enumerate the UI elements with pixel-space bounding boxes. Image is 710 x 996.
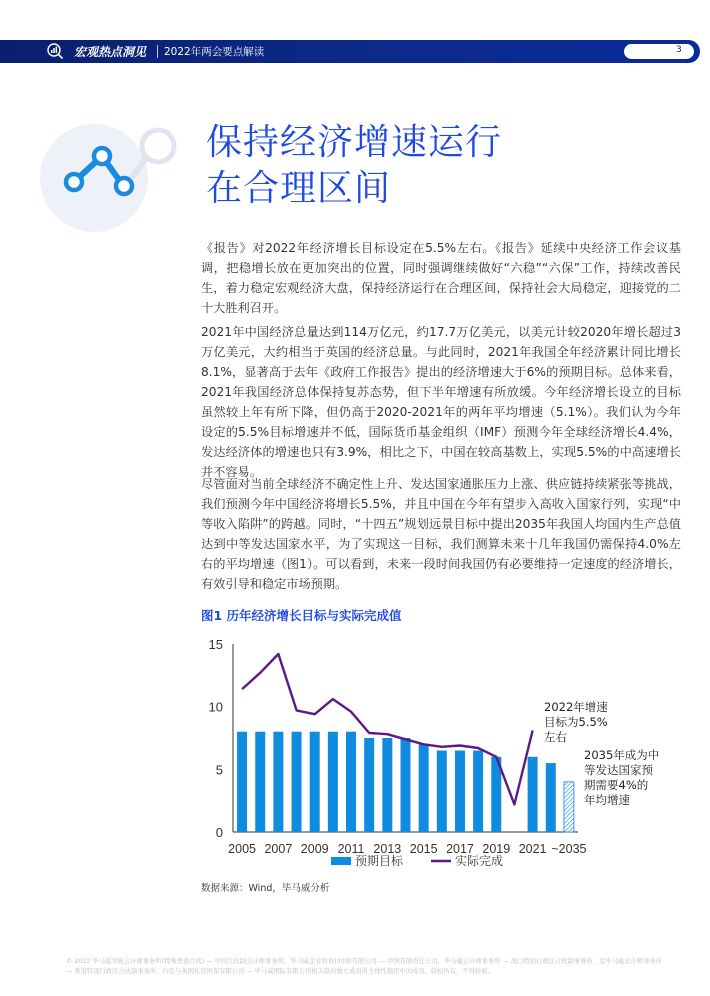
bar-target [401,738,411,832]
trend-analysis-icon [62,124,182,224]
x-tick-label: 2015 [409,842,438,856]
bar-target [546,763,556,832]
annotation-2035-line: 等发达国家预 [584,763,653,777]
page-title-line1: 保持经济增速运行 [206,122,503,163]
x-tick-label: 2021 [518,842,547,856]
bar-target [310,732,320,832]
y-tick-label: 0 [215,825,223,840]
page-number: 3 [676,45,682,55]
x-tick-label: 2013 [373,842,402,856]
y-tick-label: 5 [215,762,223,778]
annotation-2022-line: 2022年增速 [544,700,608,714]
page-header [0,40,710,63]
header-subtitle: 2022年两会要点解读 [164,46,265,58]
paragraph-2: 2021年中国经济总量达到114万亿元，约17.7万亿美元，以美元计较2020年增长超过3万亿美元，大约相当于英国的经济总量。与此同时，2021年我国全年经济累计同比增长8.1%，显著高于去年《政府工作报告》提出的经济增速大于6%的预期目标。总体来看，2021年我国经济总体保持复苏态势，但下半年增速有所放缓。今年经济增长设立的目标虽然较上年有所下降，但仍高于2020-2021年的两年平均增速（5.1%）。我们认为今年设定的5.5%目标增速并不低，国际货币基金组织（IMF）预测今年全球经济增长4.4%，发达经济体的增速也只有3.9%，相比之下，中国在较高基数上，实现5.5%的中高速增长并不容易。 [201,325,681,479]
bar-target-2035 [564,782,574,832]
bar-target [273,732,283,832]
x-tick-label: 2017 [446,842,474,856]
x-tick-label: 2019 [482,842,511,856]
annotation-2035-line: 2035年成为中 [584,748,660,762]
annotation-2035: 2035年成为中等发达国家预期需要4%的年均增速 [584,649,607,650]
bar-target [346,732,356,832]
page-number-pill [624,44,694,59]
bar-target [455,751,465,832]
x-tick-label: 2005 [228,842,256,856]
bar-target [528,757,538,832]
page-title-line2: 在合理区间 [206,168,392,209]
annotation-2022-line: 左右 [544,730,567,744]
bar-target [419,744,429,832]
x-tick-label: ~2035 [551,842,587,856]
legend-label-actual: 实际完成 [455,854,504,868]
bar-target [328,732,338,832]
growth-chart [195,628,685,876]
bar-target [382,738,392,832]
annotation-2022-line: 目标为5.5% [544,715,608,729]
x-tick-label: 2007 [264,842,293,856]
bar-target [255,732,265,832]
figure-title: 图1 历年经济增长目标与实际完成值 [201,608,402,623]
legend-label-target: 预期目标 [355,854,404,868]
header-section-title: 宏观热点洞见 [74,45,147,59]
y-tick-label: 15 [208,637,223,652]
annotation-2035-line: 年均增速 [584,793,630,807]
paragraph-3: 尽管面对当前全球经济不确定性上升、发达国家通胀压力上涨、供应链持续紧张等挑战，我们预测今年中国经济将增长5.5%，并且中国在今年有望步入高收入国家行列，实现“中等收入陷阱”的跨越。同时，“十四五”规划远景目标中提出2035年我国人均国内生产总值达到中等发达国家水平，为了实现这一目标，我们测算未来十几年我国仍需保持4.0%左右的平均增速（图1）。可以看到，未来一段时间我国仍有必要维持一定速度的经济增长，有效引导和稳定市场预期。 [201,477,681,591]
y-tick-label: 10 [208,699,223,715]
annotation-2035-line: 期需要4%的 [584,778,649,792]
x-tick-label: 2009 [300,842,329,856]
footer-copyright: © 2022 毕马威华振会计师事务所(特殊普通合伙) — 中国合伙制会计师事务所，毕马威企业咨询(中国)有限公司 — 中国有限责任公司，毕马威会计师事务所 — 澳门特别行政区合伙制事务所，及毕马威会计师事务所 — 香港特别行政区合伙制事务所，均是与英国私营担保有限公司 — 毕马威国际有限公司相关联的独立成员所全球性组织中的成员。版权所有，不得转载。 [66,958,662,975]
bar-target [237,732,247,832]
legend-swatch-target [331,857,351,865]
paragraph-1: 《报告》对2022年经济增长目标设定在5.5%左右。《报告》延续中央经济工作会议基调，把稳增长放在更加突出的位置，同时强调继续做好“六稳”“六保”工作，持续改善民生，着力稳定宏观经济大盘，保持经济运行在合理区间，保持社会大局稳定，迎接党的二十大胜利召开。 [201,241,681,315]
page-title [206,120,502,212]
bar-target [437,751,447,832]
x-tick-label: 2011 [337,842,365,856]
figure-source: 数据来源：Wind，毕马威分析 [201,883,330,894]
magnifier-chart-icon [46,42,64,60]
bar-target [292,732,302,832]
header-divider [157,45,158,58]
bar-target [473,751,483,832]
annotation-2022: 2022年增速目标为5.5%左右 [544,651,558,652]
bar-target [364,738,374,832]
